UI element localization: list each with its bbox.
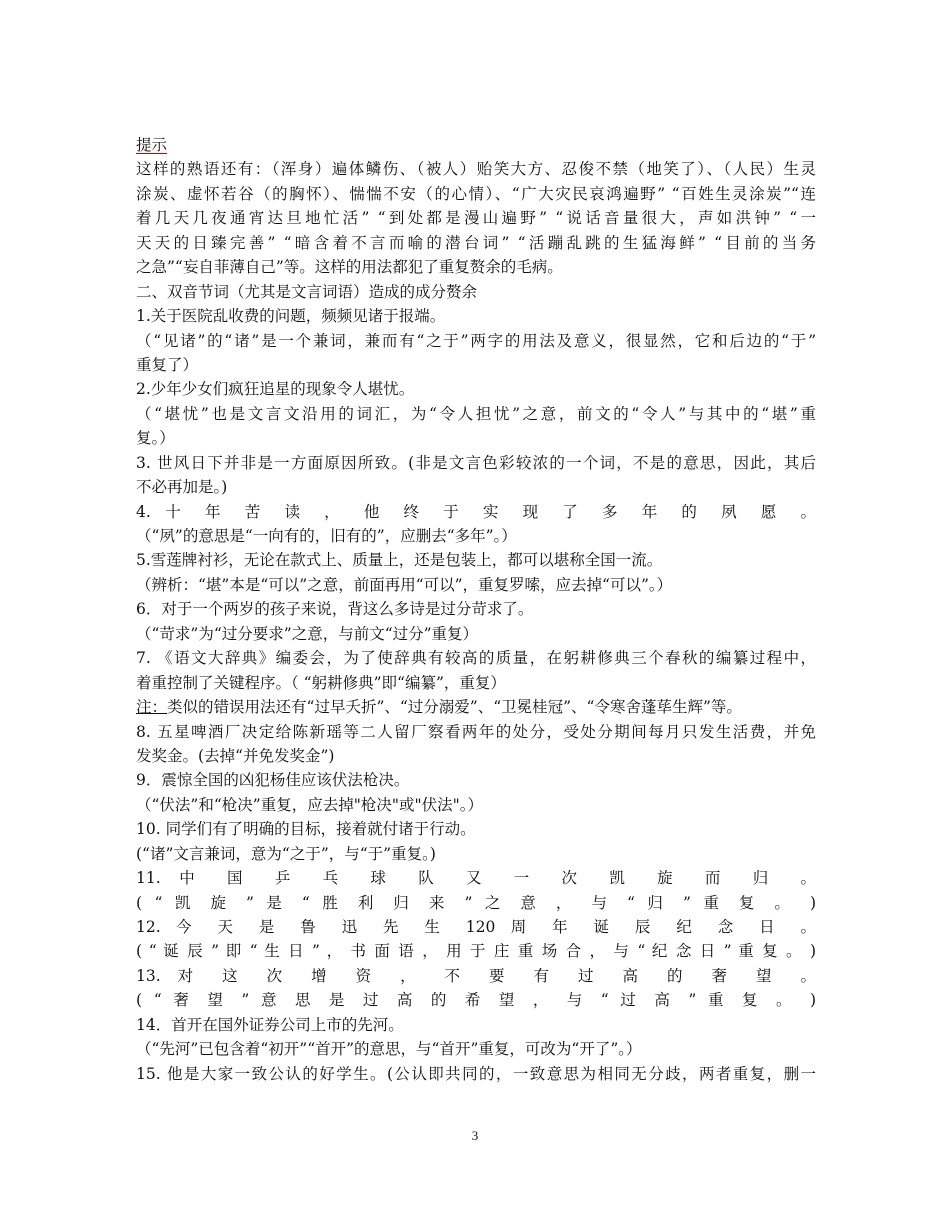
text-line: （“苛求”为“过分要求”之意，与前文“过分”重复） [136, 624, 479, 643]
text-line: 重复了） [136, 355, 199, 374]
text-line: （辨析：“堪”本是“可以”之意，前面再用“可以”，重复罗嗦，应去掉“可以”。） [136, 575, 673, 594]
title-text: 提示 [136, 136, 168, 154]
text-line: 9．震惊全国的凶犯杨佳应该伏法枪决。 [136, 771, 410, 790]
text-line: （“伏法”和“枪决”重复，应去掉"枪决"或"伏法"。） [136, 795, 483, 814]
text-line: （“堪忧”也是文言文沿用的词汇，为“令人担忧”之意，前文的“令人”与其中的“堪”重 [136, 404, 816, 423]
section-title [136, 133, 816, 157]
text-line: 3. 世风日下并非是一方面原因所致。(非是文言色彩较浓的一个词，不是的意思，因此，其后 [136, 453, 816, 472]
text-line: 2.少年少女们疯狂追星的现象令人堪忧。 [136, 380, 415, 399]
text-line: 11. 中 国 乒 乓 球 队 又 一 次 凯 旋 而 归 。 [136, 869, 816, 888]
page-number: 3 [471, 1128, 479, 1143]
text-line: （“夙”的意思是“一向有的，旧有的”，应删去“多年”。） [136, 527, 517, 545]
text-line: 15. 他是大家一致公认的好学生。(公认即共同的，一致意思为相同无分歧，两者重复，删一 [136, 1064, 816, 1083]
text-line: ( “ 凯 旋 ” 是 “ 胜 利 归 来 ” 之 意 ， 与 “ 归 ” 重 复 。 ) [136, 893, 816, 912]
text-line: 10. 同学们有了明确的目标，接着就付诸于行动。 [136, 820, 476, 839]
text-line: 之急”“妄自菲薄自己”等。这样的用法都犯了重复赘余的毛病。 [136, 258, 563, 277]
text-line: 复。） [136, 429, 175, 448]
text-line: 7. 《语文大辞典》编委会，为了使辞典有较高的质量，在躬耕修典三个春秋的编纂过程中， [136, 649, 816, 668]
text-line: 5.雪莲牌衬衫，无论在款式上、质量上，还是包装上，都可以堪称全国一流。 [136, 551, 663, 570]
text-line: 天天的日臻完善” “暗含着不言而喻的潜台词” “活蹦乱跳的生猛海鲜” “目前的当务 [136, 233, 816, 252]
text-line: 1.关于医院乱收费的问题，频频见诸于报端。 [136, 307, 446, 326]
page-body [136, 133, 816, 1086]
text-line: 着几天几夜通宵达旦地忙活” “到处都是漫山遍野” “说话音量很大，声如洪钟” “一 [136, 209, 816, 228]
text-line: ( “ 诞 辰 ” 即 “ 生 日 ” ， 书 面 语 ， 用 于 庄 重 场 合 ， 与 “ 纪 念 日 ” 重 复 。 ) [136, 942, 816, 961]
text-line: 这样的熟语还有：（浑身）遍体鳞伤、（被人）贻笑大方、忍俊不禁（地笑了）、（人民）生灵 [136, 160, 816, 179]
text-line: 13. 对 这 次 增 资 ， 不 要 有 过 高 的 奢 望 。 [136, 966, 816, 985]
text-line: 涂炭、虚怀若谷（的胸怀）、惴惴不安（的心情）、“广大灾民哀鸿遍野” “百姓生灵涂炭”“连 [136, 184, 816, 203]
text-line [136, 695, 816, 719]
text-line: （“见诸”的“诸”是一个兼词，兼而有“之于”两字的用法及意义，很显然，它和后边的“于” [136, 331, 816, 350]
text-line: 着重控制了关键程序。（ “躬耕修典”即“编纂”，重复） [136, 673, 506, 692]
text-line: 4. 十 年 苦 读 ， 他 终 于 实 现 了 多 年 的 夙 愿 。 [136, 502, 816, 521]
text-lines [136, 157, 816, 1086]
text-line: 12. 今 天 是 鲁 迅 先 生 120 周 年 诞 辰 纪 念 日 。 [136, 918, 816, 936]
text-line: 发奖金。(去掉“并免发奖金”) [136, 746, 335, 765]
text-line: 6．对于一个两岁的孩子来说，背这么多诗是过分苛求了。 [136, 600, 534, 619]
text-line: ( “ 奢 望 ” 意 思 是 过 高 的 希 望 ， 与 “ 过 高 ” 重 复 。 ) [136, 991, 816, 1010]
text-line: 不必再加是。) [136, 478, 228, 497]
note-label: 注： [136, 698, 168, 717]
text-line: 二、双音节词（尤其是文言词语）造成的成分赘余 [136, 282, 478, 301]
text-line: (“诸”文言兼词，意为“之于”，与“于”重复。) [136, 844, 436, 863]
note-text: 类似的错误用法还有“过早夭折”、“过分溺爱”、“卫冕桂冠”、“令寒舍蓬荜生辉”等。 [167, 698, 742, 717]
text-line: （“先河”已包含着“初开”“首开”的意思，与“首开”重复，可改为“开了”。） [136, 1040, 642, 1059]
text-line: 8. 五星啤酒厂决定给陈新瑶等二人留厂察看两年的处分，受处分期间每月只发生活费，并免 [136, 722, 816, 741]
text-line: 14．首开在国外证券公司上市的先河。 [136, 1015, 404, 1034]
